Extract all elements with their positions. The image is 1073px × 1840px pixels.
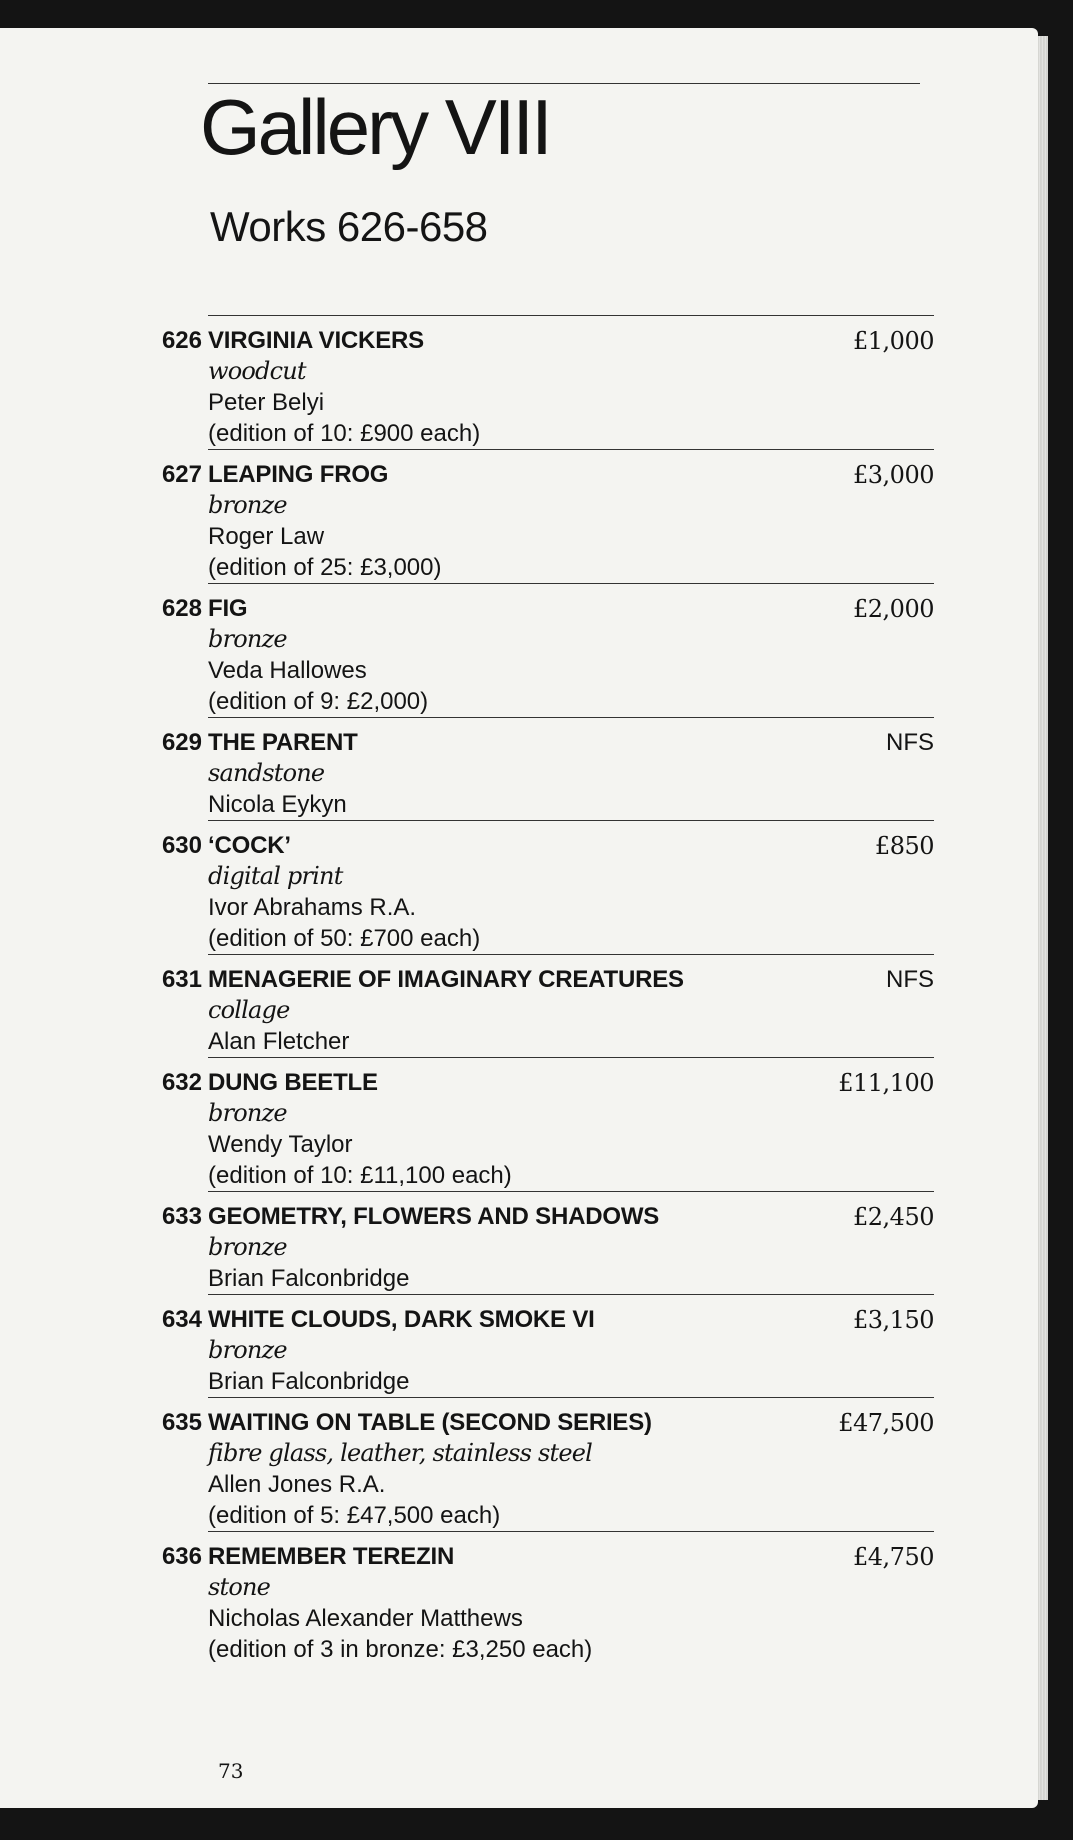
work-entry [161, 315, 934, 449]
work-edition: (edition of 10: £11,100 each) [208, 1162, 512, 1189]
work-number: 634 [161, 1306, 202, 1333]
work-medium: bronze [208, 1099, 287, 1127]
work-price: £2,450 [853, 1203, 934, 1231]
work-artist: Ivor Abrahams R.A. [208, 894, 417, 921]
work-entry [161, 1397, 934, 1531]
work-artist: Roger Law [208, 523, 325, 550]
work-price: £3,150 [853, 1306, 934, 1334]
work-edition: (edition of 10: £900 each) [208, 420, 481, 447]
work-artist: Nicholas Alexander Matthews [208, 1605, 523, 1632]
work-artist: Brian Falconbridge [208, 1265, 410, 1292]
work-title: WAITING ON TABLE (SECOND SERIES) [208, 1409, 652, 1436]
work-medium: digital print [208, 862, 343, 890]
work-number: 629 [161, 729, 202, 756]
catalogue-page [0, 28, 1038, 1808]
work-edition: (edition of 25: £3,000) [208, 554, 442, 581]
work-title: THE PARENT [208, 729, 358, 756]
work-title: DUNG BEETLE [208, 1069, 378, 1096]
work-artist: Veda Hallowes [208, 657, 367, 684]
page-edge [1038, 36, 1048, 1800]
work-edition: (edition of 3 in bronze: £3,250 each) [208, 1636, 593, 1663]
work-number: 628 [161, 595, 202, 622]
work-title: WHITE CLOUDS, DARK SMOKE VI [208, 1306, 595, 1333]
work-title: LEAPING FROG [208, 461, 389, 488]
work-price: £850 [874, 832, 934, 860]
work-title: GEOMETRY, FLOWERS AND SHADOWS [208, 1203, 660, 1230]
work-number: 627 [161, 461, 202, 488]
work-number: 632 [161, 1069, 202, 1096]
work-entry [161, 954, 934, 1057]
work-edition: (edition of 9: £2,000) [208, 688, 429, 715]
work-medium: stone [208, 1573, 271, 1601]
work-entry [161, 1294, 934, 1397]
work-artist: Allen Jones R.A. [208, 1471, 386, 1498]
work-medium: sandstone [208, 759, 325, 787]
work-medium: collage [208, 996, 290, 1024]
work-medium: woodcut [208, 357, 306, 385]
works-range-subtitle: Works 626-658 [210, 203, 488, 250]
work-price: £4,750 [853, 1543, 934, 1571]
work-number: 631 [161, 966, 202, 993]
work-entry [161, 583, 934, 717]
work-price: NFS [886, 729, 934, 756]
work-entry [161, 1057, 934, 1191]
work-medium: bronze [208, 1336, 287, 1364]
work-medium: bronze [208, 625, 287, 653]
work-price: £47,500 [838, 1409, 934, 1437]
work-medium: bronze [208, 491, 287, 519]
works-list [0, 315, 1038, 1665]
work-number: 630 [161, 832, 202, 859]
work-artist: Alan Fletcher [208, 1028, 350, 1055]
work-price: £2,000 [853, 595, 934, 623]
work-price: NFS [886, 966, 934, 993]
work-price: £3,000 [853, 461, 934, 489]
gallery-title: Gallery VIII [200, 83, 550, 171]
work-entry [161, 1191, 934, 1294]
work-artist: Wendy Taylor [208, 1131, 353, 1158]
work-title: FIG [208, 595, 248, 622]
work-title: MENAGERIE OF IMAGINARY CREATURES [208, 966, 684, 993]
work-number: 636 [161, 1543, 202, 1570]
work-medium: bronze [208, 1233, 287, 1261]
work-entry [161, 717, 934, 820]
work-medium: fibre glass, leather, stainless steel [208, 1439, 593, 1467]
work-artist: Peter Belyi [208, 389, 325, 416]
work-edition: (edition of 5: £47,500 each) [208, 1502, 501, 1529]
work-entry [161, 820, 934, 954]
work-number: 626 [161, 327, 202, 354]
work-artist: Nicola Eykyn [208, 791, 347, 818]
work-title: VIRGINIA VICKERS [208, 327, 424, 354]
work-title: ‘COCK’ [208, 832, 291, 859]
work-number: 635 [161, 1409, 202, 1436]
work-title: REMEMBER TEREZIN [208, 1543, 455, 1570]
work-artist: Brian Falconbridge [208, 1368, 410, 1395]
work-entry [161, 1531, 934, 1665]
work-edition: (edition of 50: £700 each) [208, 925, 481, 952]
work-price: £11,100 [838, 1069, 934, 1097]
work-price: £1,000 [853, 327, 934, 355]
page-number: 73 [218, 1759, 244, 1783]
work-number: 633 [161, 1203, 202, 1230]
work-entry [161, 449, 934, 583]
